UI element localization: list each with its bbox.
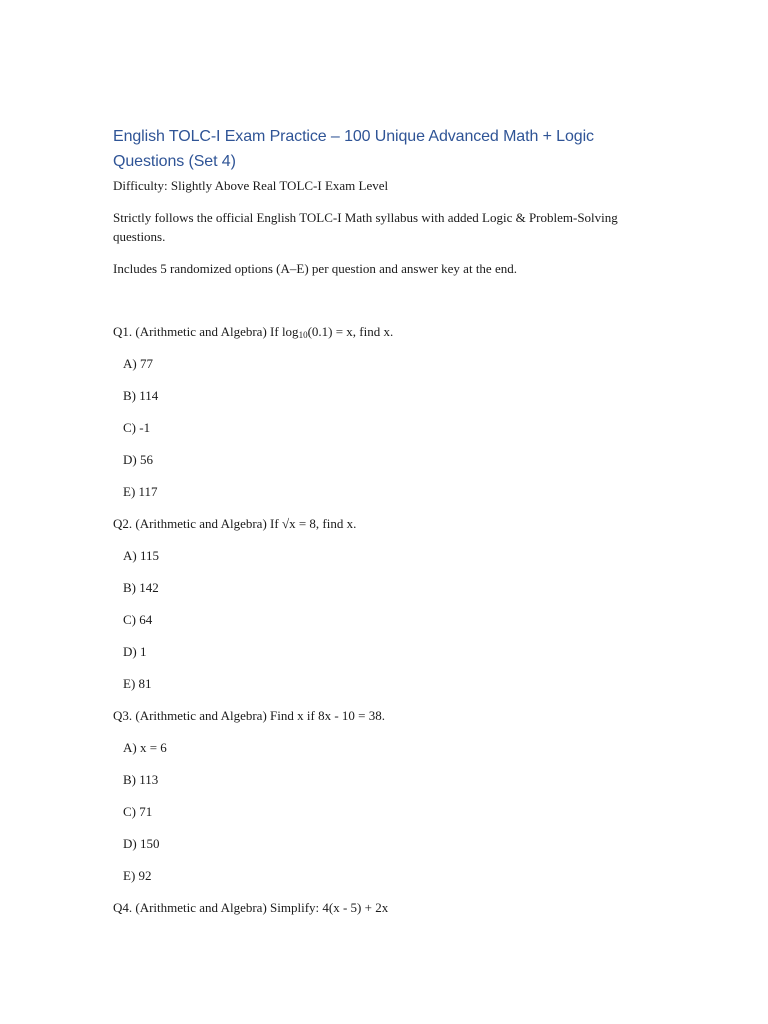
question-2-option-c: C) 64 <box>123 612 153 627</box>
log-base-subscript: 10 <box>298 330 308 340</box>
question-3-text: Q3. (Arithmetic and Algebra) Find x if 8x - 10 = 38. <box>113 708 385 723</box>
question-2-text: Q2. (Arithmetic and Algebra) If √x = 8, find x. <box>113 516 357 531</box>
question-3-option-b: B) 113 <box>123 772 159 787</box>
question-3 <box>113 706 633 885</box>
difficulty-line: Difficulty: Slightly Above Real TOLC-I Exam Level <box>113 178 389 193</box>
syllabus-paragraph: Strictly follows the official English TOLC-I Math syllabus with added Logic & Problem-Solving questions. <box>113 210 618 244</box>
question-1 <box>113 322 633 501</box>
question-3-option-d: D) 150 <box>123 836 160 851</box>
question-2-option-b: B) 142 <box>123 580 159 595</box>
question-3-option-a: A) x = 6 <box>123 740 167 755</box>
question-1-option-e: E) 117 <box>123 484 158 499</box>
question-2-option-a: A) 115 <box>123 548 159 563</box>
document-page <box>113 124 633 930</box>
question-1-option-c: C) -1 <box>123 420 151 435</box>
question-1-option-d: D) 56 <box>123 452 153 467</box>
question-list <box>113 322 633 917</box>
document-title: English TOLC-I Exam Practice – 100 Unique Advanced Math + Logic Questions (Set 4) <box>113 128 594 170</box>
question-1-prefix: Q1. (Arithmetic and Algebra) If log <box>113 324 299 339</box>
question-3-option-c: C) 71 <box>123 804 153 819</box>
question-1-text <box>113 322 633 341</box>
question-1-suffix: (0.1) = x, find x. <box>307 324 394 339</box>
includes-paragraph: Includes 5 randomized options (A–E) per question and answer key at the end. <box>113 261 517 276</box>
question-1-option-b: B) 114 <box>123 388 159 403</box>
question-2-option-d: D) 1 <box>123 644 147 659</box>
question-4-text: Q4. (Arithmetic and Algebra) Simplify: 4(x - 5) + 2x <box>113 900 389 915</box>
question-2 <box>113 514 633 693</box>
question-3-option-e: E) 92 <box>123 868 152 883</box>
question-1-option-a: A) 77 <box>123 356 153 371</box>
question-2-option-e: E) 81 <box>123 676 152 691</box>
question-4 <box>113 898 633 917</box>
